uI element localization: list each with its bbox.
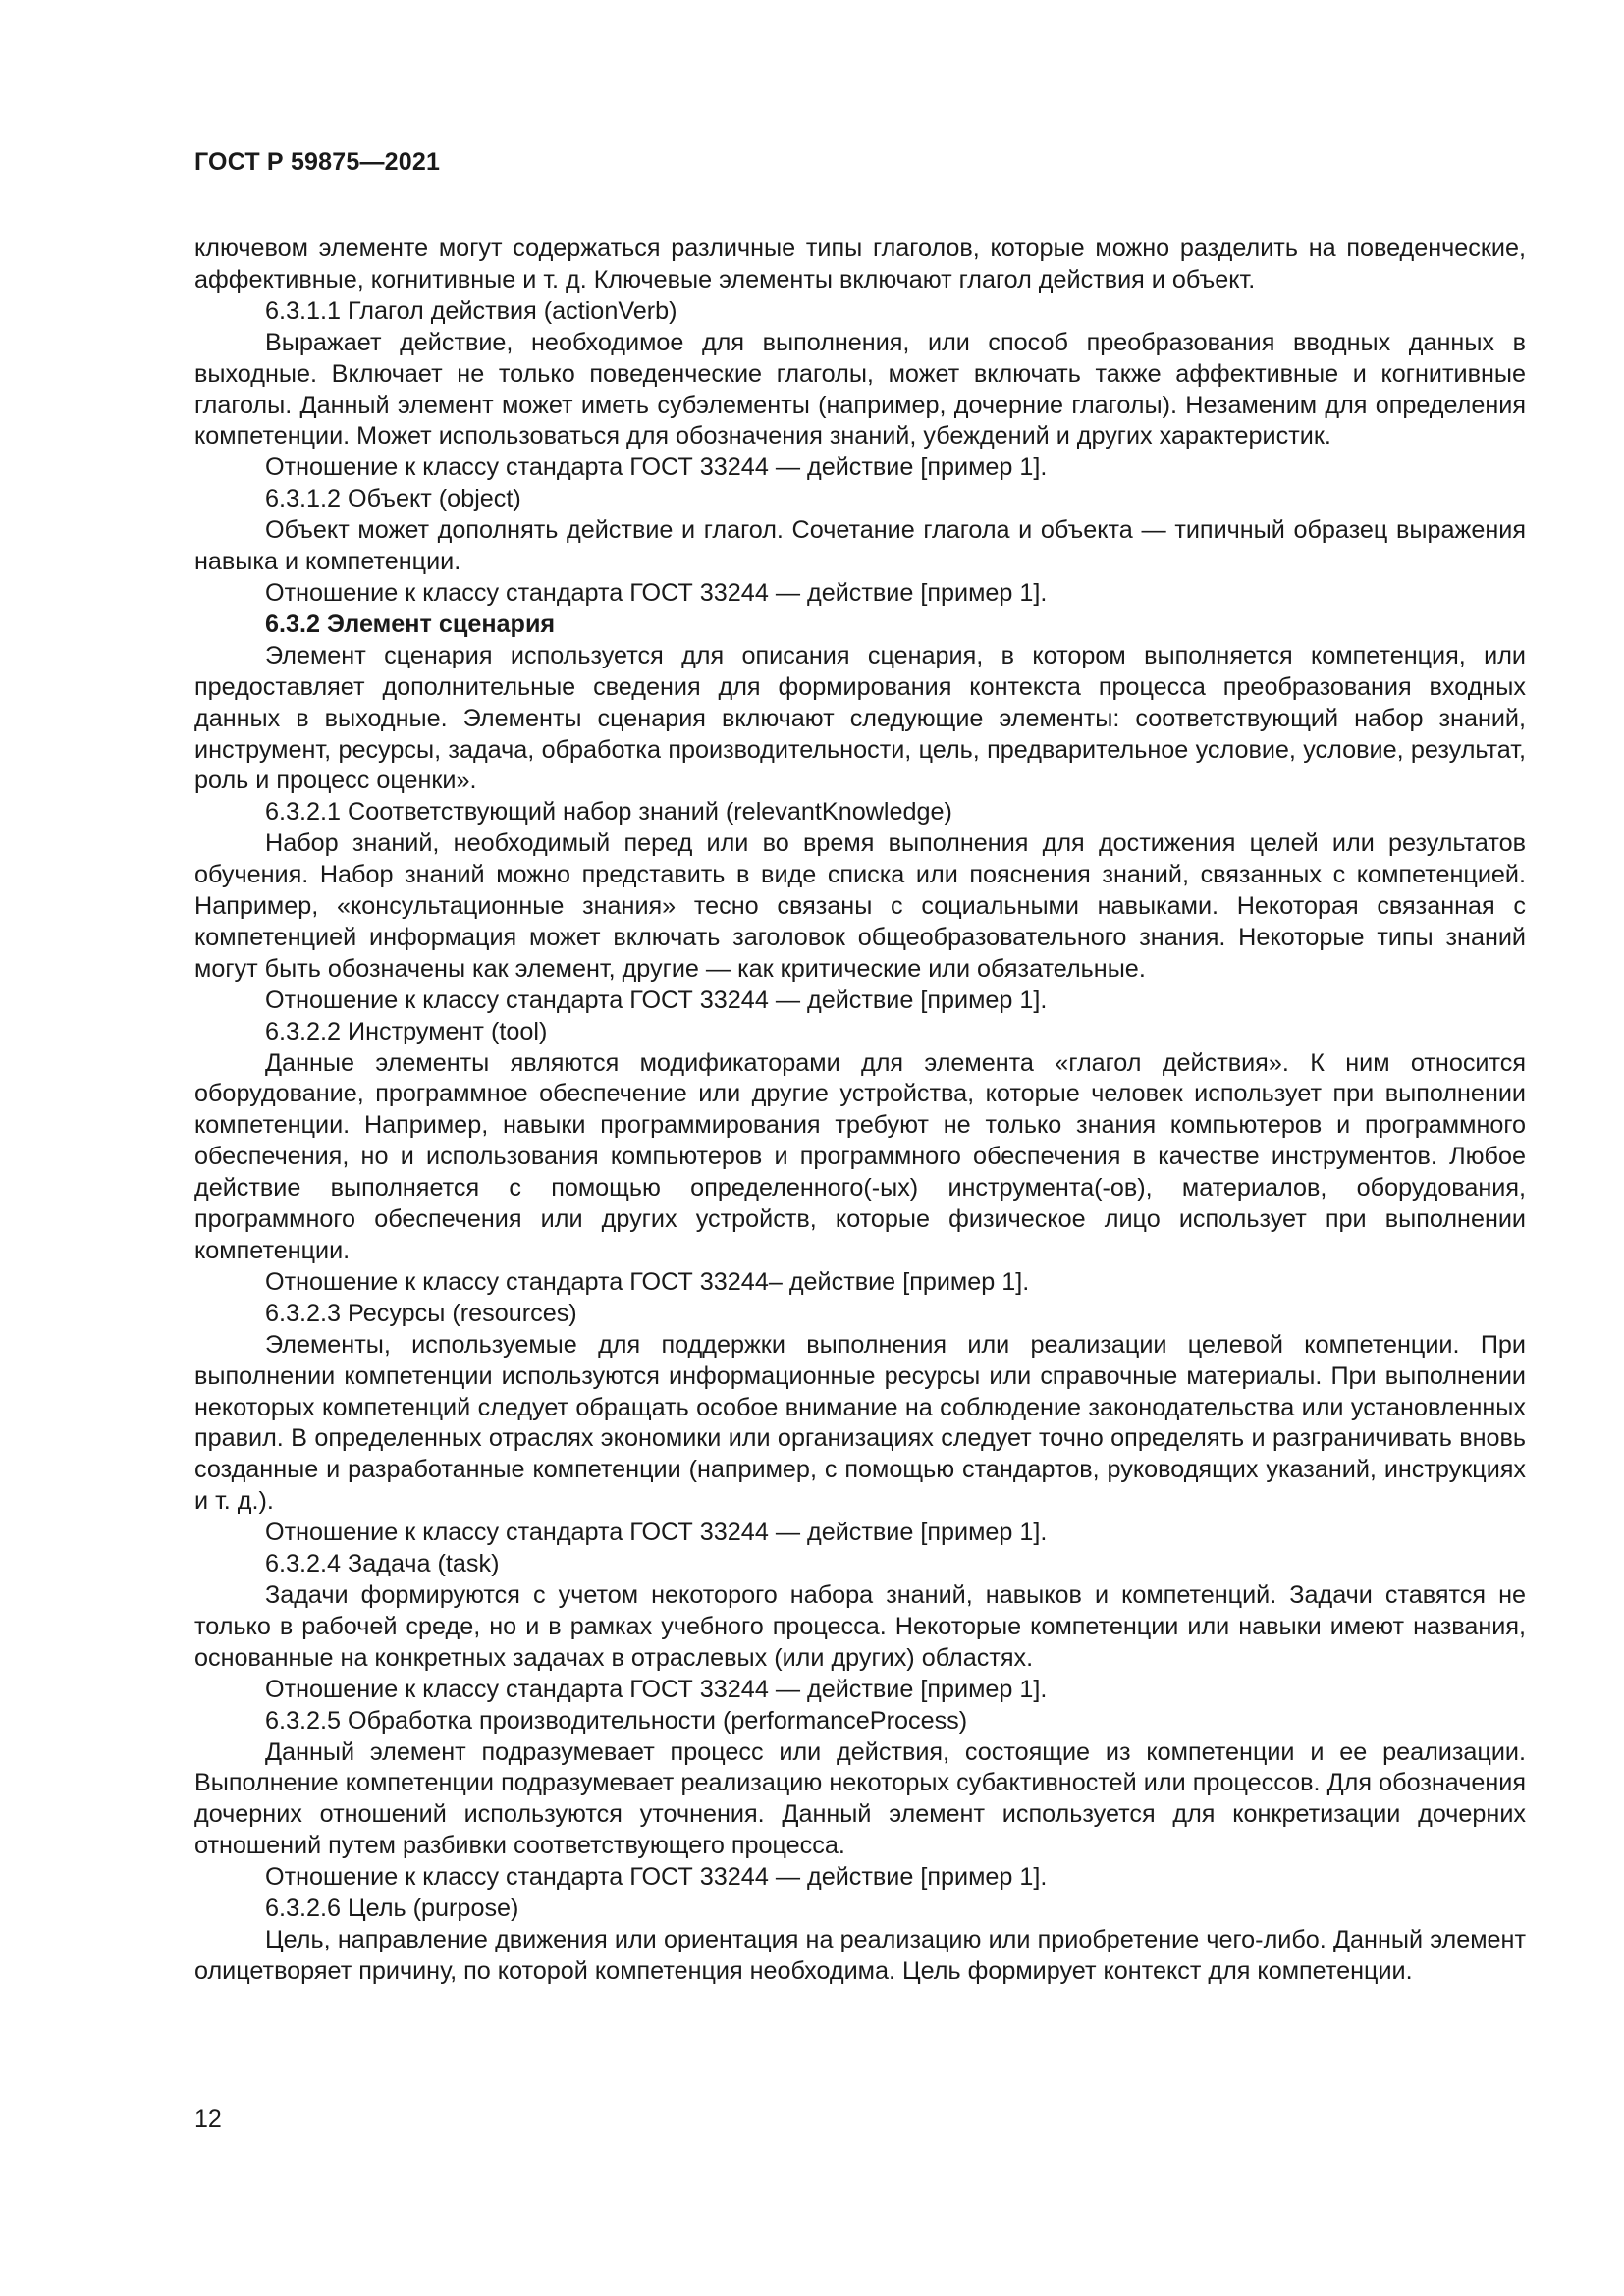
paragraph: Задачи формируются с учетом некоторого набора знаний, навыков и компетенций. Задачи ставятся не только в рабочей среде, но и в рамках учебного процесса. Некоторые компетенции или навыки имеют названия, основанные на конкретных задачах в отраслевых (или других) областях.: [194, 1580, 1526, 1672]
section-heading: 6.3.2.6 Цель (purpose): [265, 1895, 519, 1923]
section-heading: 6.3.1.2 Объект (object): [265, 485, 521, 513]
paragraph: Набор знаний, необходимый перед или во время выполнения для достижения целей или результатов обучения. Набор знаний можно представить в виде списка или пояснения знаний, связанных с компетенцией. Например, «консультационные знания» тесно связаны с социальными навыками. Некоторая связанная с компетенцией информация может включать заголовок общеобразовательного знания. Некоторые типы знаний могут быть обозначены как элемент, другие — как критические или обязательные.: [194, 829, 1526, 983]
relation-note: Отношение к классу стандарта ГОСТ 33244 — действие [пример 1].: [265, 1675, 1048, 1703]
paragraph: Цель, направление движения или ориентация на реализацию или приобретение чего-либо. Данный элемент олицетворяет причину, по которой компетенция необходима. Цель формирует контекст для компетенции.: [194, 1925, 1526, 1985]
relation-note: Отношение к классу стандарта ГОСТ 33244 — действие [пример 1].: [265, 986, 1048, 1014]
relation-note: Отношение к классу стандарта ГОСТ 33244 — действие [пример 1].: [265, 578, 1048, 607]
section-heading: 6.3.2.1 Соответствующий набор знаний (relevantKnowledge): [265, 798, 952, 827]
section-heading: 6.3.2.4 Задача (task): [265, 1550, 500, 1578]
document-header: ГОСТ Р 59875—2021: [194, 148, 441, 176]
relation-note: Отношение к классу стандарта ГОСТ 33244 — действие [пример 1].: [265, 1519, 1048, 1547]
document-body: [194, 234, 1526, 1988]
paragraph: ключевом элементе могут содержаться различные типы глаголов, которые можно разделить на поведенческие, аффективные, когнитивные и т. д. Ключевые элементы включают глагол действия и объект.: [194, 235, 1526, 294]
section-heading: 6.3.2.3 Ресурсы (resources): [265, 1299, 577, 1327]
section-heading-bold: 6.3.2 Элемент сценария: [265, 610, 556, 638]
paragraph: Выражает действие, необходимое для выполнения, или способ преобразования вводных данных в выходные. Включает не только поведенческие глаголы, может включать также аффективные и когнитивные глаголы. Данный элемент может иметь субэлементы (например, дочерние глаголы). Незаменим для определения компетенции. Может использоваться для обозначения знаний, убеждений и других характеристик.: [194, 328, 1526, 451]
section-heading: 6.3.2.5 Обработка производительности (performanceProcess): [265, 1706, 968, 1735]
section-heading: 6.3.2.2 Инструмент (tool): [265, 1017, 548, 1045]
paragraph: Объект может дополнять действие и глагол. Сочетание глагола и объекта — типичный образец выражения навыка и компетенции.: [194, 516, 1526, 576]
page-number: 12: [194, 2106, 222, 2133]
relation-note: Отношение к классу стандарта ГОСТ 33244 — действие [пример 1].: [265, 1863, 1048, 1892]
paragraph: Элемент сценария используется для описания сценария, в котором выполняется компетенция, или предоставляет дополнительные сведения для формирования контекста процесса преобразования входных данных в выходные. Элементы сценария включают следующие элементы: соответствующий набор знаний, инструмент, ресурсы, задача, обработка производительности, цель, предварительное условие, условие, результат, роль и процесс оценки».: [194, 641, 1526, 795]
document-page: [194, 147, 1526, 1988]
relation-note: Отношение к классу стандарта ГОСТ 33244 — действие [пример 1].: [265, 454, 1048, 482]
paragraph: Данный элемент подразумевает процесс или действия, состоящие из компетенции и ее реализации. Выполнение компетенции подразумевает реализацию некоторых субактивностей или процессов. Для обозначения дочерних отношений используются уточнения. Данный элемент используется для конкретизации дочерних отношений путем разбивки соответствующего процесса.: [194, 1737, 1526, 1860]
section-heading: 6.3.1.1 Глагол действия (actionVerb): [265, 296, 677, 325]
paragraph: Элементы, используемые для поддержки выполнения или реализации целевой компетенции. При выполнении компетенции используются информационные ресурсы или справочные материалы. При выполнении некоторых компетенций следует обращать особое внимание на соблюдение законодательства или установленных правил. В определенных отраслях экономики или организациях следует точно определять и разграничивать вновь созданные и разработанные компетенции (например, с помощью стандартов, руководящих указаний, инструкциях и т. д.).: [194, 1330, 1526, 1516]
relation-note: Отношение к классу стандарта ГОСТ 33244– действие [пример 1].: [265, 1267, 1030, 1296]
paragraph: Данные элементы являются модификаторами для элемента «глагол действия». К ним относится оборудование, программное обеспечение или другие устройства, которые человек использует при выполнении компетенции. Например, навыки программирования требуют не только знания компьютеров и программного обеспечения, но и использования компьютеров и программного обеспечения в качестве инструментов. Любое действие выполняется с помощью определенного(-ых) инструмента(-ов), материалов, оборудования, программного обеспечения или других устройств, которые физическое лицо использует при выполнении компетенции.: [194, 1048, 1526, 1264]
